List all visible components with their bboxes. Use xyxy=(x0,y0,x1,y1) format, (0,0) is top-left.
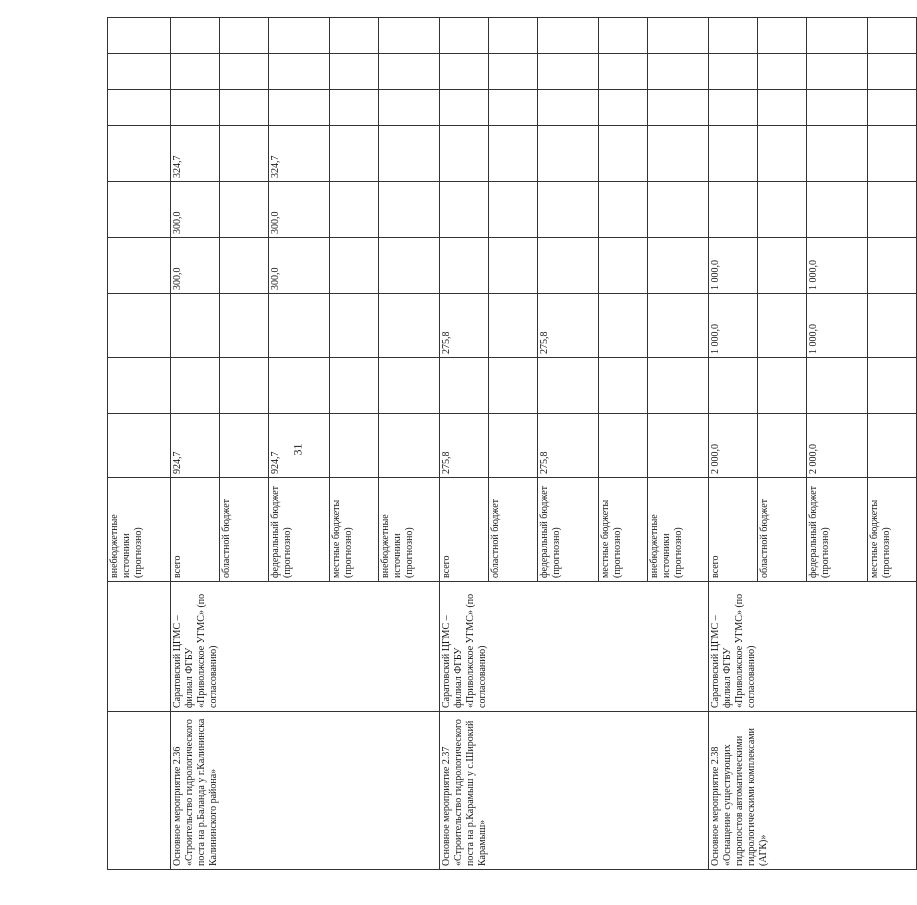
source-cell: внебюджетные источники (прогнозно) xyxy=(108,478,171,582)
value-cell: 924,7 xyxy=(269,414,330,478)
source-cell: всего xyxy=(709,478,758,582)
value-cell: 324,7 xyxy=(171,126,220,182)
value-cell: 1 000,0 xyxy=(807,238,868,294)
source-cell: всего xyxy=(171,478,220,582)
value-cell: 324,7 xyxy=(269,126,330,182)
table-row xyxy=(709,18,758,870)
value-cell: 300,0 xyxy=(171,182,220,238)
value-cell: 275,8 xyxy=(440,414,489,478)
table-row xyxy=(171,18,220,870)
value-cell: 924,7 xyxy=(171,414,220,478)
value-cell xyxy=(709,358,758,414)
measure-title: Основное мероприятие 2.36 «Строительство гидрологического поста на р.Баланда у г.Калининска Калининского района» xyxy=(171,712,440,870)
source-cell: местные бюджеты (прогнозно) xyxy=(599,478,648,582)
source-cell: местные бюджеты (прогнозно) xyxy=(868,478,917,582)
value-cell xyxy=(171,294,220,358)
measure-title: Основное мероприятие 2.38 «Оснащение существующих гидропостов автоматическими гидрологическими комплексами (АГК)» xyxy=(709,712,917,870)
value-cell xyxy=(171,18,220,54)
value-cell: 300,0 xyxy=(269,238,330,294)
empty-cell xyxy=(108,712,171,870)
value-cell: 300,0 xyxy=(171,238,220,294)
rotated-page-content xyxy=(107,18,892,870)
measure-executor: Саратовский ЦГМС – филиал ФГБУ «Приволжское УГМС» (по согласованию) xyxy=(171,582,440,712)
measure-executor: Саратовский ЦГМС – филиал ФГБУ «Приволжское УГМС» (по согласованию) xyxy=(709,582,917,712)
value-cell: 2 000,0 xyxy=(709,414,758,478)
value-cell xyxy=(269,358,330,414)
value-cell: 275,8 xyxy=(440,294,489,358)
source-cell: областной бюджет xyxy=(489,478,538,582)
value-cell xyxy=(807,358,868,414)
value-cell xyxy=(440,358,489,414)
value-cell: 1 000,0 xyxy=(709,238,758,294)
value-cell: 275,8 xyxy=(538,414,599,478)
value-cell: 275,8 xyxy=(538,294,599,358)
source-cell: всего xyxy=(440,478,489,582)
source-cell: областной бюджет xyxy=(220,478,269,582)
measure-executor: Саратовский ЦГМС – филиал ФГБУ «Приволжское УГМС» (по согласованию) xyxy=(440,582,709,712)
source-cell: внебюджетные источники (прогнозно) xyxy=(648,478,709,582)
value-cell xyxy=(171,54,220,90)
carry-over-row xyxy=(108,18,171,870)
source-cell: областной бюджет xyxy=(758,478,807,582)
value-cell: 300,0 xyxy=(269,182,330,238)
value-cell xyxy=(171,90,220,126)
value-cell xyxy=(538,358,599,414)
value-cell xyxy=(171,358,220,414)
source-cell: федеральный бюджет (прогнозно) xyxy=(269,478,330,582)
source-cell: федеральный бюджет (прогнозно) xyxy=(538,478,599,582)
value-cell: 1 000,0 xyxy=(807,294,868,358)
value-cell xyxy=(269,294,330,358)
financing-table xyxy=(107,17,917,870)
source-cell: местные бюджеты (прогнозно) xyxy=(330,478,379,582)
page-number: 31 xyxy=(290,443,305,456)
value-cell: 2 000,0 xyxy=(807,414,868,478)
value-cell: 1 000,0 xyxy=(709,294,758,358)
measure-title: Основное мероприятие 2.37 «Строительство гидрологического поста на р.Карамыш у с.Широкий Карамыш» xyxy=(440,712,709,870)
source-cell: федеральный бюджет (прогнозно) xyxy=(807,478,868,582)
source-cell: внебюджетные источники (прогнозно) xyxy=(379,478,440,582)
empty-cell xyxy=(108,582,171,712)
table-row xyxy=(440,18,489,870)
